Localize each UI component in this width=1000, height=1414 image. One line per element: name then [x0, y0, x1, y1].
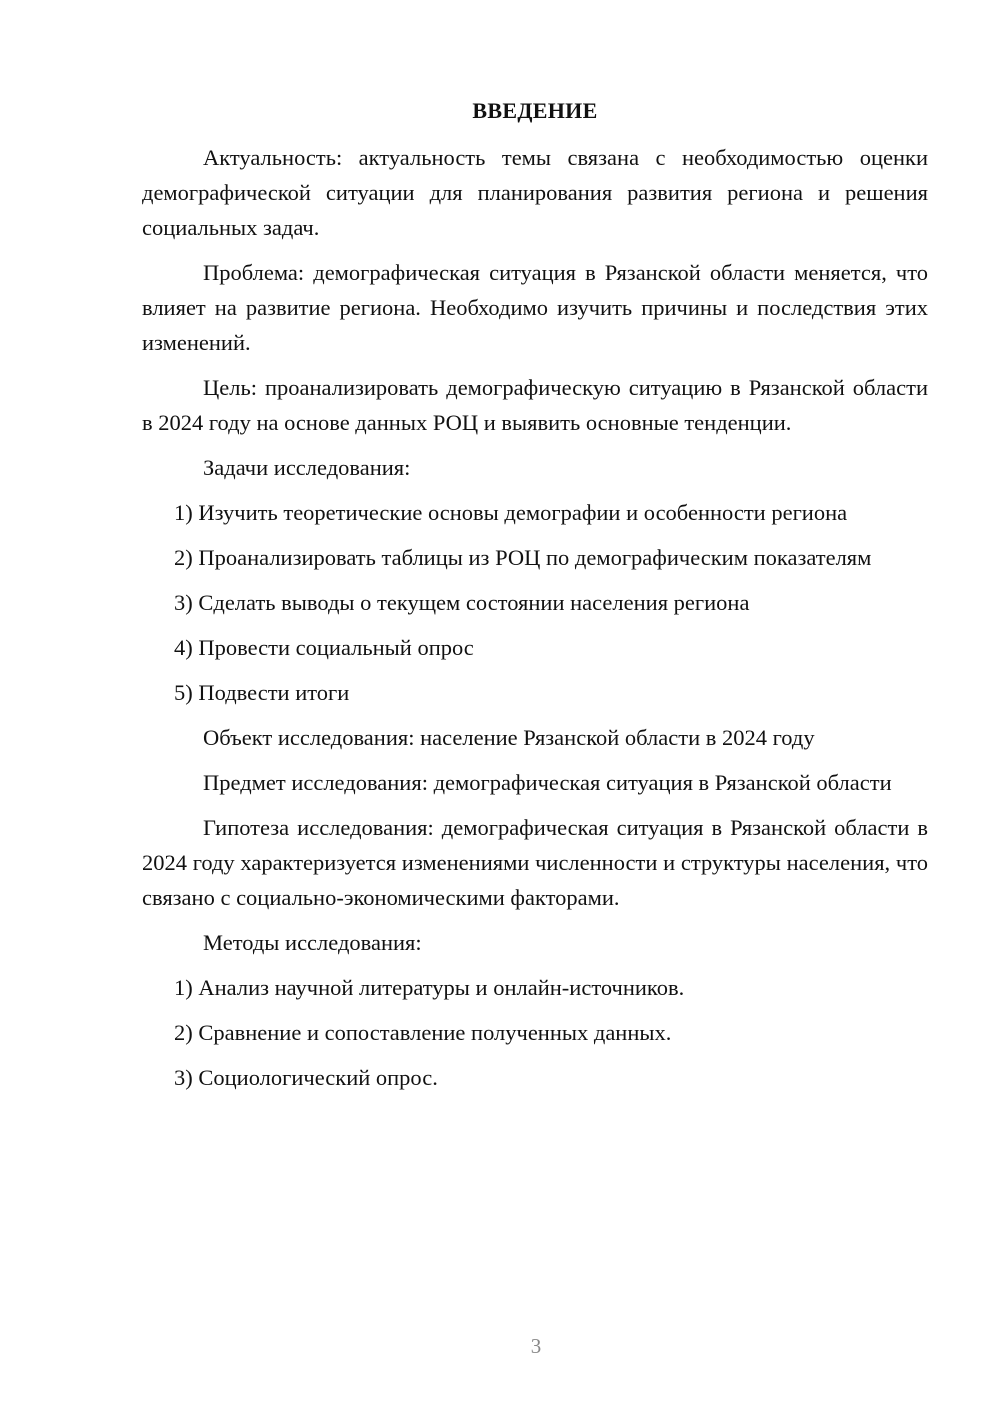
section-title: ВВЕДЕНИЕ: [472, 98, 598, 123]
method-item: 2) Сравнение и сопоставление полученных данных.: [174, 1020, 672, 1045]
task-item: 2) Проанализировать таблицы из РОЦ по демографическим показателям: [174, 545, 872, 570]
object-paragraph: Объект исследования: население Рязанской области в 2024 году: [203, 725, 815, 750]
goal-paragraph: Цель: проанализировать демографическую ситуацию в Рязанской области в 2024 году на основе данных РОЦ и выявить основные тенденции.: [142, 375, 928, 435]
method-item: 1) Анализ научной литературы и онлайн-источников.: [174, 975, 685, 1000]
task-item: 3) Сделать выводы о текущем состоянии населения региона: [174, 590, 750, 615]
methods-heading: Методы исследования:: [203, 930, 422, 955]
task-item: 1) Изучить теоретические основы демографии и особенности региона: [174, 500, 848, 525]
subject-paragraph: Предмет исследования: демографическая ситуация в Рязанской области: [203, 770, 892, 795]
task-item: 5) Подвести итоги: [174, 680, 350, 705]
method-item: 3) Социологический опрос.: [174, 1065, 438, 1090]
page-content: [142, 96, 928, 1105]
problem-paragraph: Проблема: демографическая ситуация в Рязанской области меняется, что влияет на развитие региона. Необходимо изучить причины и последствия этих изменений.: [142, 260, 928, 355]
page-number: 3: [530, 1334, 542, 1358]
hypothesis-paragraph: Гипотеза исследования: демографическая ситуация в Рязанской области в 2024 году характеризуется изменениями численности и структуры населения, что связано с социально-экономическими факторами.: [142, 815, 928, 910]
relevance-paragraph: Актуальность: актуальность темы связана с необходимостью оценки демографической ситуации для планирования развития региона и решения социальных задач.: [142, 145, 928, 240]
task-item: 4) Провести социальный опрос: [174, 635, 474, 660]
tasks-heading: Задачи исследования:: [203, 455, 411, 480]
